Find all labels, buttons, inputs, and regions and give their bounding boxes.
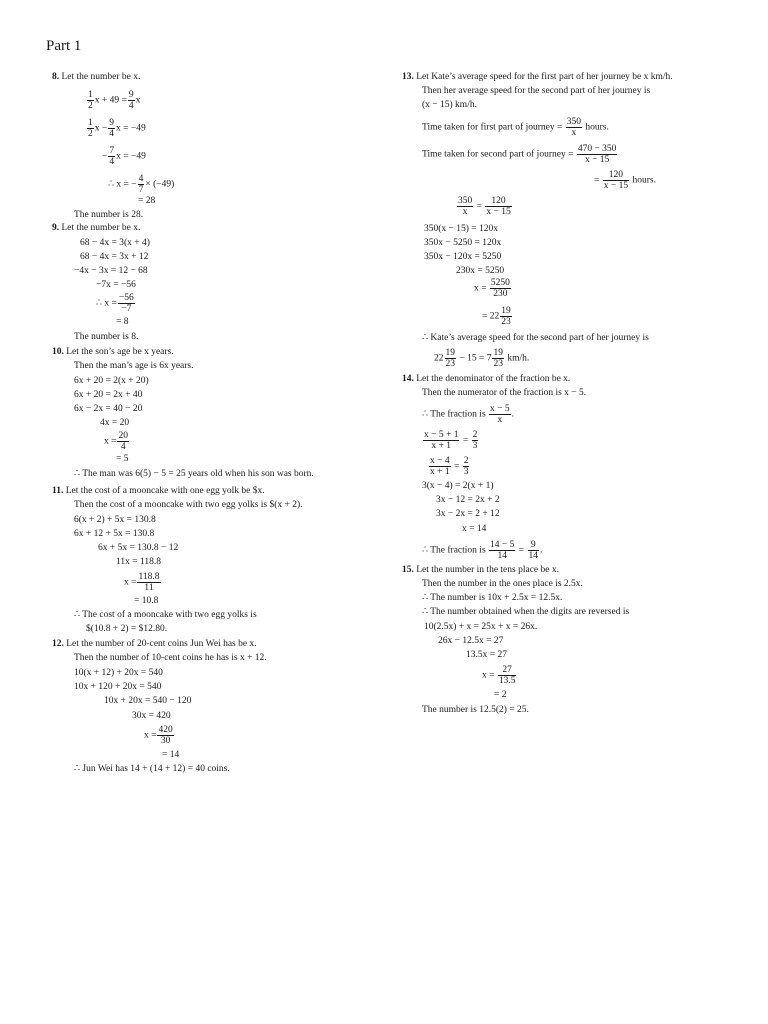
equation-step: 6x − 2x = 40 − 20 (74, 404, 143, 414)
fraction: $\frac{120}{x - 15}$ (486, 196, 511, 217)
answer-text: The number is 12.5(2) = 25. (422, 705, 529, 715)
intro-text: Then the number in the ones place is 2.5x. (422, 579, 583, 589)
equation-step: = 10.8 (134, 596, 159, 606)
equation-step: 350x − 120x = 5250 (424, 252, 502, 262)
equation-step: x = $\frac{27}{13.5}$ (482, 665, 516, 686)
equation-step: 6x + 5x = 130.8 − 12 (98, 543, 179, 553)
fraction: $\frac{120}{x - 15}$ (603, 170, 629, 191)
fraction: $\frac{9}{4}$ (128, 90, 134, 111)
equation-step: x = $\frac{5250}{230}$ (474, 278, 510, 299)
intro-text: Let the number be x. (61, 223, 141, 233)
equation-step: ∴ x = − $\frac{4}{7}$ × (−49) (108, 174, 175, 195)
equation-step: 3(x − 4) = 2(x + 1) (422, 481, 494, 491)
equation-step: $\frac{350}{x}$ = $\frac{120}{x - 15}$ (458, 196, 511, 217)
fraction: $\frac{1}{2}$ (88, 90, 93, 111)
answer-text: ∴ The man was 6(5) − 5 = 25 years old when his son was born. (74, 469, 314, 479)
intro-text: ∴ The number is 10x + 2.5x = 12.5x. (422, 593, 563, 603)
intro-text: Then the man’s age is 6x years. (74, 361, 194, 371)
answer-text: ∴ The fraction is $\frac{14 - 5}{14}$ = $\frac{9}{14}$ . (422, 540, 543, 561)
answer-text: The number is 28. (74, 210, 144, 220)
answer-text: $(10.8 + 2) = $12.80. (86, 624, 168, 634)
fraction: $\frac{350}{x}$ (566, 117, 581, 138)
equation-step: = 2 (494, 690, 507, 700)
intro-text: Let the son’s age be x years. (66, 347, 174, 357)
equation-step: 30x = 420 (132, 711, 171, 721)
intro-text: Then the number of 10-cent coins he has is x + 12. (74, 653, 267, 663)
equation-step: 230x = 5250 (456, 266, 505, 276)
intro-text: Let the number in the tens place be x. (416, 565, 559, 575)
intro-text: Let the number be x. (61, 72, 141, 82)
fraction: $\frac{350}{x}$ (458, 196, 473, 217)
intro-text: Then the cost of a mooncake with two egg yolks is $(x + 2). (74, 500, 303, 510)
equation-step: 26x − 12.5x = 27 (438, 636, 504, 646)
equation-step: 10x + 20x = 540 − 120 (104, 696, 192, 706)
fraction: $\frac{14 - 5}{14}$ (490, 540, 515, 561)
intro-text: Let the denominator of the fraction be x. (416, 374, 571, 384)
equation-step: − $\frac{7}{4}$ x = −49 (102, 146, 146, 167)
question-number: 8. (52, 72, 60, 82)
equation-step: $\frac{x - 5 + 1}{x + 1}$ = $\frac{2}{3}$ (424, 430, 478, 451)
equation-step: 68 − 4x = 3x + 12 (80, 252, 149, 262)
question-number: 11. (52, 486, 64, 496)
equation-step: −7x = −56 (96, 280, 136, 290)
equation-step: = $\frac{120}{x - 15}$ hours. (594, 170, 656, 191)
equation-step: 350(x − 15) = 120x (424, 224, 499, 234)
fraction: $\frac{19}{23}$ (501, 306, 511, 327)
answer-text: ∴ Kate’s average speed for the second part of her journey is (422, 333, 649, 343)
fraction: $\frac{2}{3}$ (463, 456, 469, 477)
equation-step: ∴ The fraction is $\frac{x - 5}{x}$ . (422, 404, 515, 425)
equation-step: = 28 (138, 196, 156, 206)
intro-text: Let Kate’s average speed for the first part of her journey be x km/h. (416, 72, 673, 82)
equation-step: = 14 (162, 750, 180, 760)
equation-step: 3x − 2x = 2 + 12 (436, 509, 500, 519)
equation-step: $\frac{1}{2}$ x − $\frac{9}{4}$ x = −49 (88, 118, 146, 139)
fraction: $\frac{19}{23}$ (493, 348, 503, 369)
fraction: $\frac{4}{7}$ (138, 174, 144, 195)
equation-step: 350x − 5250 = 120x (424, 238, 502, 248)
question-number: 13. (402, 72, 414, 82)
equation-step: = 5 (116, 454, 129, 464)
equation-step: 10(x + 12) + 20x = 540 (74, 668, 163, 678)
fraction: $\frac{-56}{-7}$ (118, 293, 134, 314)
equation-step: 4x = 20 (100, 418, 130, 428)
intro-text: Then the numerator of the fraction is x − 5. (422, 388, 587, 398)
fraction: $\frac{470 - 350}{x - 15}$ (577, 144, 617, 165)
fraction: $\frac{x - 5 + 1}{x + 1}$ (424, 430, 459, 451)
fraction: $\frac{5250}{230}$ (490, 278, 510, 299)
question-number: 10. (52, 347, 64, 357)
intro-text: Let the number of 20-cent coins Jun Wei has be x. (66, 639, 257, 649)
fraction: $\frac{9}{4}$ (109, 118, 114, 139)
answer-text: ∴ The cost of a mooncake with two egg yolks is (74, 610, 257, 620)
fraction: $\frac{9}{14}$ (528, 540, 538, 561)
fraction: $\frac{x - 5}{x}$ (490, 404, 510, 425)
equation-step: Time taken for second part of journey = $\frac{470 - 350}{x - 15}$ (422, 144, 617, 165)
question-number: 15. (402, 565, 414, 575)
equation-step: 6x + 20 = 2(x + 20) (74, 376, 149, 386)
fraction: $\frac{27}{13.5}$ (498, 665, 516, 686)
fraction: $\frac{118.8}{11}$ (138, 572, 160, 593)
fraction: $\frac{7}{4}$ (109, 146, 115, 167)
answer-text: 22 $\frac{19}{23}$ − 15 = 7 $\frac{19}{23}$ km/h. (434, 348, 530, 369)
equation-step: x = $\frac{20}{4}$ (104, 431, 128, 452)
equation-step: $\frac{x - 4}{x + 1}$ = $\frac{2}{3}$ (430, 456, 469, 477)
intro-text: (x − 15) km/h. (422, 100, 477, 110)
equation-step: = 22 $\frac{19}{23}$ (482, 306, 511, 327)
equation-step: 6x + 12 + 5x = 130.8 (74, 529, 155, 539)
equation-step: 6(x + 2) + 5x = 130.8 (74, 515, 156, 525)
equation-step: 10(2.5x) + x = 25x + x = 26x. (424, 622, 538, 632)
question-number: 9. (52, 223, 60, 233)
fraction: $\frac{x - 4}{x + 1}$ (430, 456, 450, 477)
equation-step: Time taken for first part of journey = $\frac{350}{x}$ hours. (422, 117, 609, 138)
answer-text: The number is 8. (74, 332, 139, 342)
answer-text: ∴ Jun Wei has 14 + (14 + 12) = 40 coins. (74, 764, 230, 774)
fraction: $\frac{19}{23}$ (445, 348, 455, 369)
equation-step: 3x − 12 = 2x + 2 (436, 495, 500, 505)
intro-text: Let the cost of a mooncake with one egg yolk be $x. (65, 486, 265, 496)
equation-step: 10x + 120 + 20x = 540 (74, 682, 162, 692)
equation-step: −4x − 3x = 12 − 68 (74, 266, 148, 276)
fraction: $\frac{20}{4}$ (118, 431, 128, 452)
equation-step: x = 14 (462, 524, 487, 534)
equation-step: x = $\frac{420}{30}$ (144, 725, 173, 746)
equation-step: $\frac{1}{2}$ x + 49 = $\frac{9}{4}$ x (88, 90, 141, 111)
fraction: $\frac{2}{3}$ (472, 430, 478, 451)
equation-step: x = $\frac{118.8}{11}$ (124, 572, 160, 593)
fraction: $\frac{1}{2}$ (88, 118, 93, 139)
intro-text: ∴ The number obtained when the digits are reversed is (422, 607, 630, 617)
fraction: $\frac{420}{30}$ (158, 725, 173, 746)
page-title: Part 1 (46, 38, 82, 54)
equation-step: 13.5x = 27 (466, 650, 507, 660)
equation-step: = 8 (116, 317, 129, 327)
intro-text: Then her average speed for the second part of her journey is (422, 86, 651, 96)
equation-step: 68 − 4x = 3(x + 4) (80, 238, 150, 248)
equation-step: ∴ x = $\frac{-56}{-7}$ (96, 293, 134, 314)
question-number: 12. (52, 639, 64, 649)
equation-step: 6x + 20 = 2x + 40 (74, 390, 143, 400)
equation-step: 11x = 118.8 (116, 557, 162, 567)
question-number: 14. (402, 374, 414, 384)
